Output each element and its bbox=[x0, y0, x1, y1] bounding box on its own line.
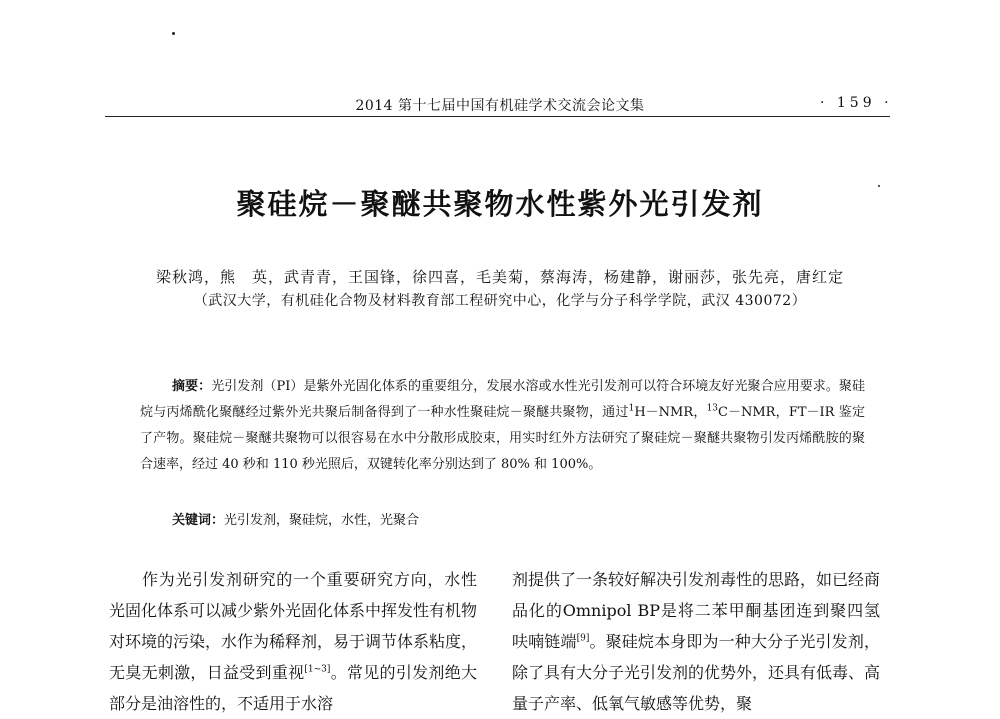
abstract-text: C－NMR，FT－IR 鉴定了产物。聚硅烷－聚醚共聚物可以很容易在水中分散形成胶束，用实时红外方法研究了聚硅烷－聚醚共聚物引发丙烯酰胺的聚合速率，经过 40 秒和 110 秒光照后，双键转化率分别达到了 80% 和 100%。 bbox=[140, 405, 866, 472]
abstract-text: H－NMR， bbox=[634, 405, 707, 420]
isotope-superscript: 13 bbox=[706, 403, 719, 414]
body-text: 。聚硅烷本身即为一种大分子光引发剂，除了具有大分子光引发剂的优势外，还具有低毒、高量子产率、低氧气敏感等优势，聚 bbox=[512, 632, 881, 713]
citation-reference: [1~3] bbox=[304, 664, 331, 675]
header-rule bbox=[105, 116, 890, 117]
keywords bbox=[172, 509, 419, 528]
abstract bbox=[140, 374, 865, 478]
author-list: 梁秋鸿，熊 英，武青青，王国锋，徐四喜，毛美菊，蔡海涛，杨建静，谢丽莎，张先亮，唐红定 bbox=[155, 268, 844, 286]
body-text: 剂提供了一条较好解决引发剂毒性的思路，如已经商品化的Omnipol BP是将二苯甲酮基团连到聚四氢呋喃链端 bbox=[512, 570, 881, 651]
scan-speck bbox=[172, 32, 175, 35]
abstract-label: 摘要： bbox=[172, 379, 212, 394]
keywords-text: 光引发剂，聚硅烷，水性，光聚合 bbox=[224, 513, 420, 528]
citation-reference: [9] bbox=[576, 633, 590, 644]
body-text: 作为光引发剂研究的一个重要研究方向，水性光固化体系可以减少紫外光固化体系中挥发性有机物对环境的污染，水作为稀释剂，易于调节体系粘度，无臭无刺激，日益受到重视 bbox=[109, 570, 478, 682]
running-header-title: 2014 第十七届中国有机硅学术交流会论文集 bbox=[355, 98, 645, 114]
page-number: · 159 · bbox=[820, 95, 893, 111]
isotope-superscript: 1 bbox=[628, 403, 635, 414]
keywords-label: 关键词： bbox=[172, 513, 225, 528]
abstract-text: 光引发剂（PI）是紫外光固化体系的重要组分，发展水溶或水性光引发剂可以符合环境友好光聚合应用要求。聚硅烷与丙烯酰化聚醚经过紫外光共聚后制备得到了一种水性聚硅烷－聚醚共聚物，通过 bbox=[140, 379, 865, 420]
author-affiliation: （武汉大学，有机硅化合物及材料教育部工程研究中心，化学与分子科学学院，武汉 430072） bbox=[193, 293, 807, 309]
body-text: 。常见的引发剂绝大部分是油溶性的，不适用于水溶 bbox=[109, 663, 477, 713]
paper-title: 聚硅烷－聚醚共聚物水性紫外光引发剂 bbox=[236, 187, 764, 221]
